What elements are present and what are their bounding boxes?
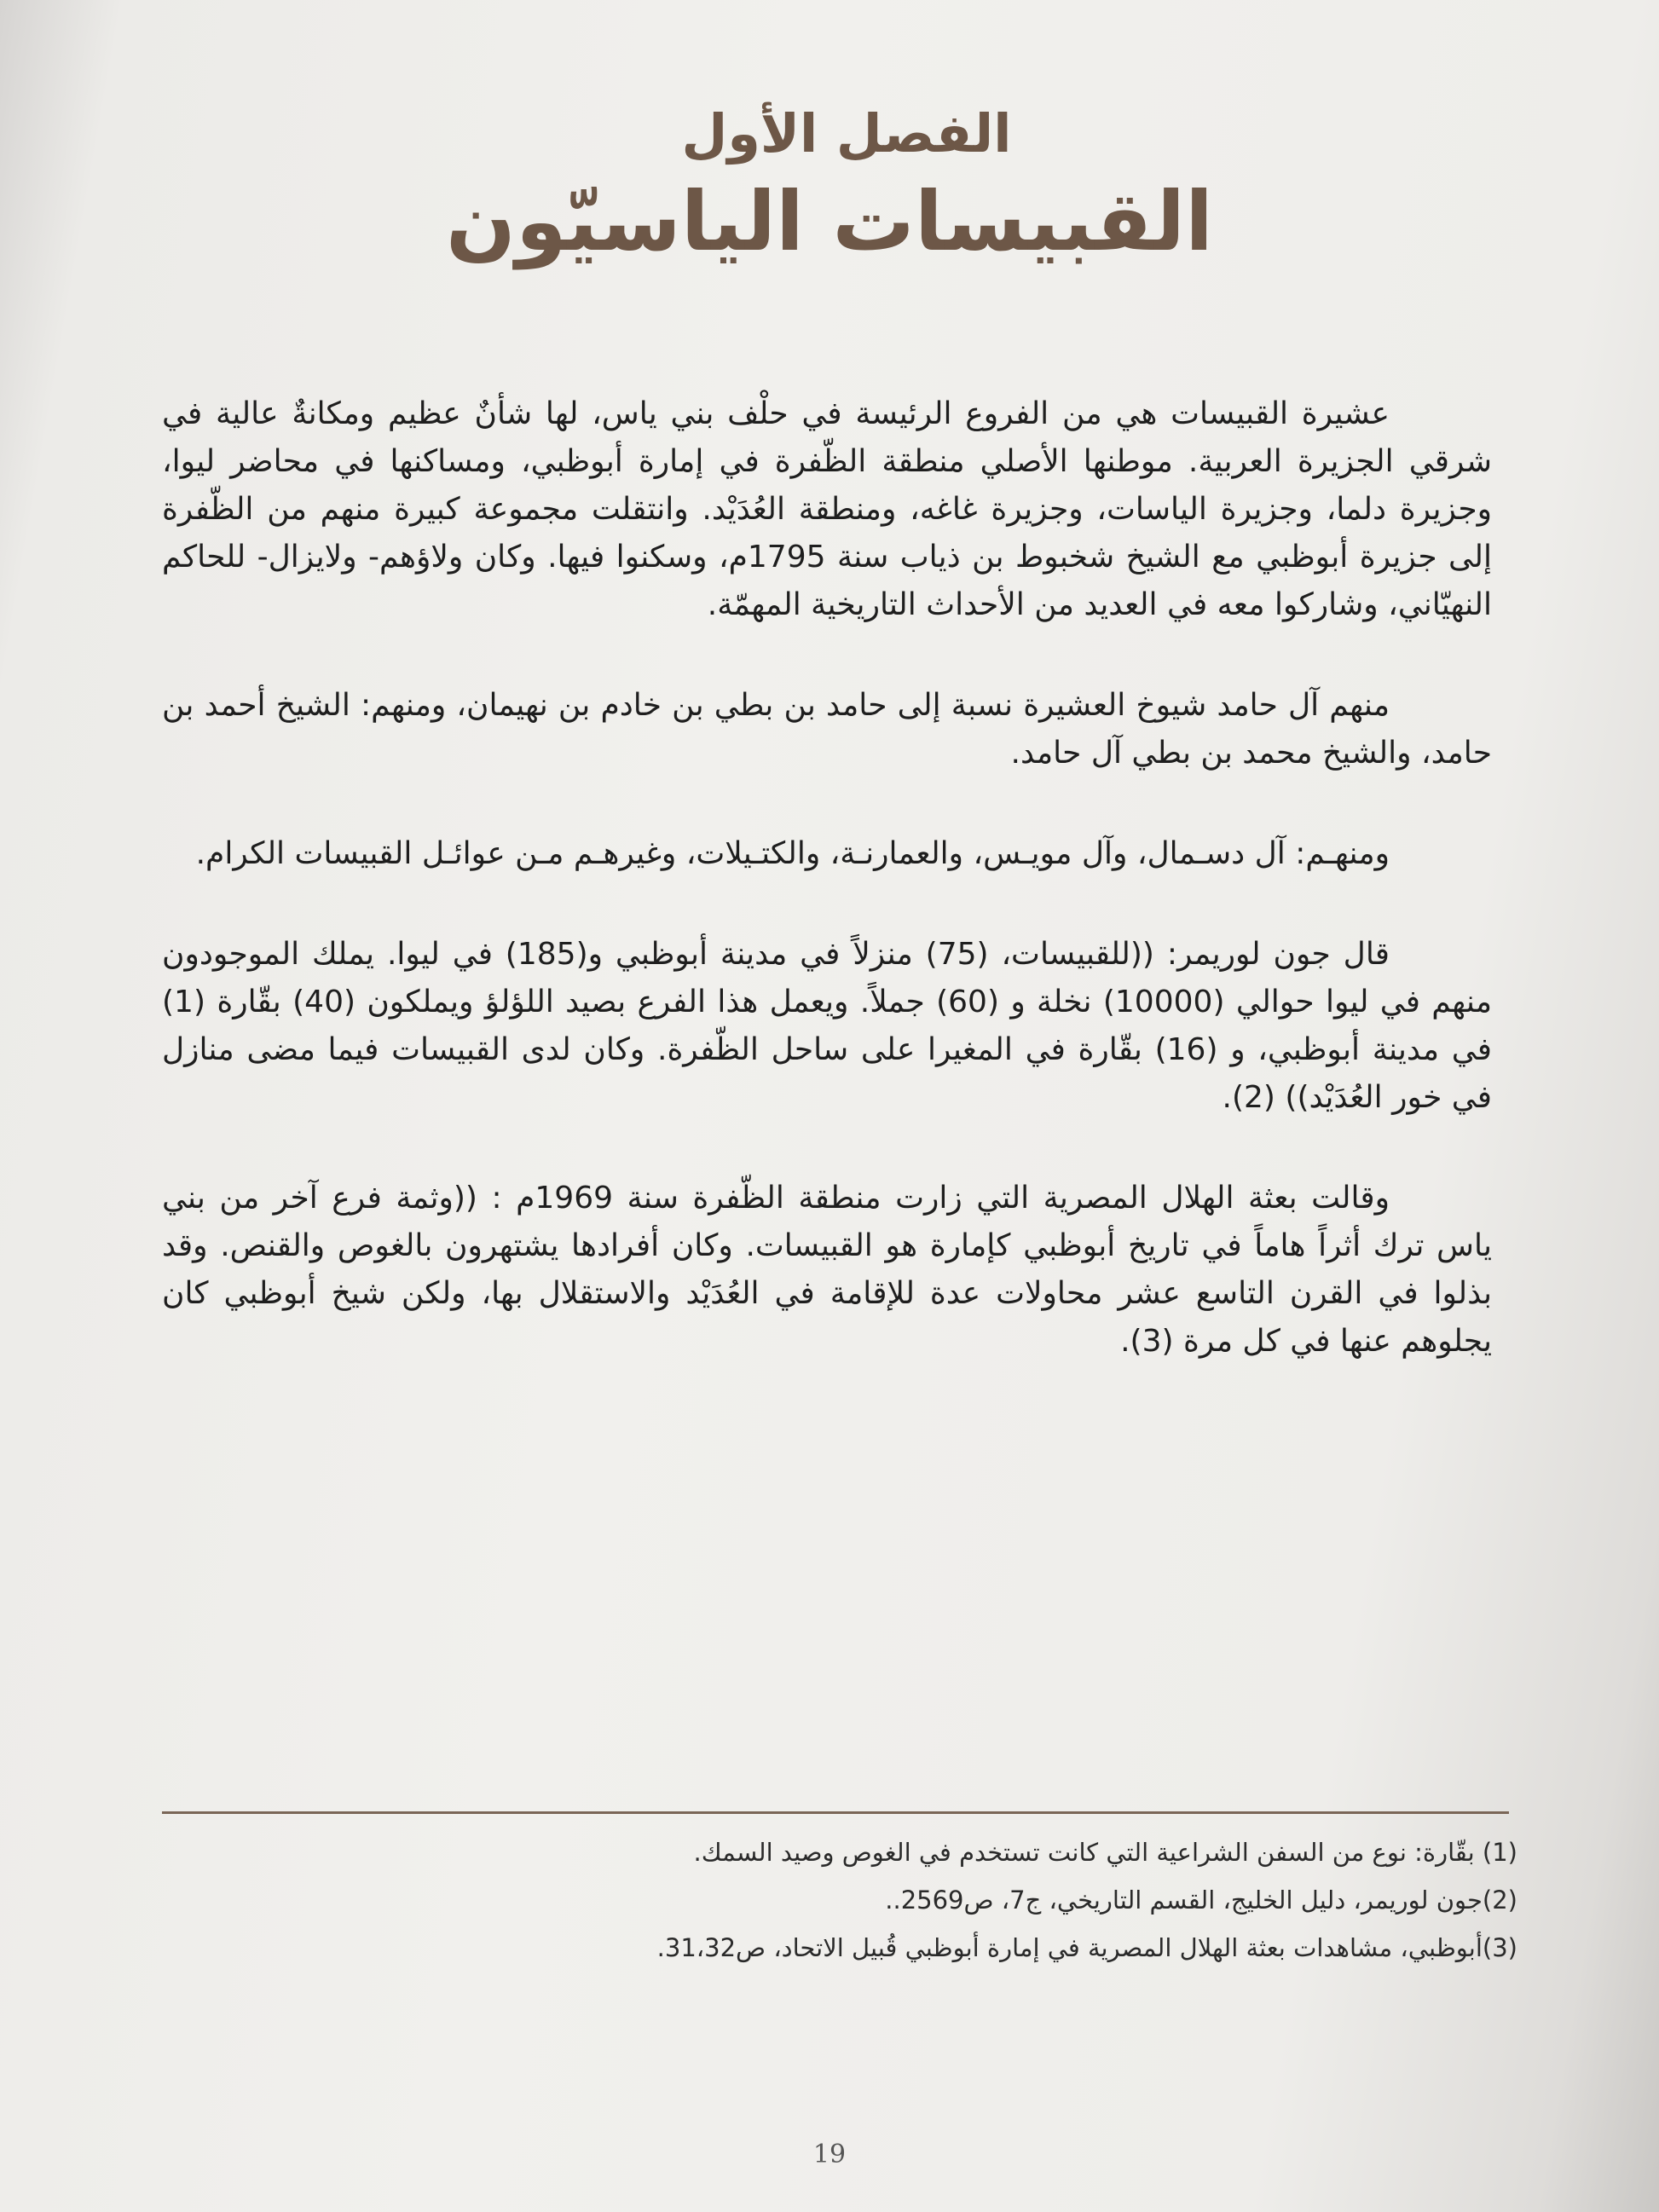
footnotes <box>162 1828 1517 1972</box>
chapter-title: القبيسات الياسيّون <box>446 174 1213 270</box>
paragraph-5: وقالت بعثة الهلال المصرية التي زارت منطقة الظّفرة سنة 1969م : ((وثمة فرع آخر من بني ياس ترك أثراً هاماً في تاريخ أبوظبي كإمارة هو القبيسات. وكان أفرادها يشتهرون بالغوص والقنص. وقد بذلوا في القرن التاسع عشر محاولات عدة للإقامة في العُدَيْد والاستقلال بها، ولكن شيخ أبوظبي كان يجلوهم عنها في كل مرة (3). <box>162 1181 1492 1359</box>
paragraph-1: عشيرة القبيسات هي من الفروع الرئيسة في حلْف بني ياس، لها شأنٌ عظيم ومكانةٌ عالية في شرقي الجزيرة العربية. موطنها الأصلي منطقة الظّفرة في إمارة أبوظبي، ومساكنها في محاضر ليوا، وجزيرة دلما، وجزيرة الياسات، وجزيرة غاغه، ومنطقة العُدَيْد. وانتقلت مجموعة كبيرة منهم من الظّفرة إلى جزيرة أبوظبي مع الشيخ شخبوط بن ذياب سنة 1795م، وسكنوا فيها. وكان ولاؤهم- ولايزال- للحاكم النهيّاني، وشاركوا معه في العديد من الأحداث التاريخية المهمّة. <box>162 396 1492 622</box>
footnote-2: (2)جون لوريمر، دليل الخليج، القسم التاريخي، ج7، ص2569.. <box>885 1886 1517 1915</box>
paragraph-2: منهم آل حامد شيوخ العشيرة نسبة إلى حامد بن بطي بن خادم بن نهيمان، ومنهم: الشيخ أحمد بن حامد، والشيخ محمد بن بطي آل حامد. <box>162 688 1492 771</box>
chapter-label: الفصل الأول <box>681 102 1012 165</box>
paragraph-4: قال جون لوريمر: ((للقبيسات، (75) منزلاً في مدينة أبوظبي و(185) في ليوا. يملك الموجودون منهم في ليوا حوالي (10000) نخلة و (60) جملاً. ويعمل هذا الفرع بصيد اللؤلؤ ويملكون (40) بقّارة (1) في مدينة أبوظبي، و (16) بقّارة في المغيرا على ساحل الظّفرة. وكان لدى القبيسات فيما مضى منازل في خور العُدَيْد)) (2). <box>162 937 1493 1115</box>
footnote-divider <box>162 1811 1509 1814</box>
page-number: 19 <box>812 2140 847 2169</box>
footnote-3: (3)أبوظبي، مشاهدات بعثة الهلال المصرية في إمارة أبوظبي قُبيل الاتحاد، ص31،32. <box>656 1933 1517 1962</box>
footnote-1: (1) بقّارة: نوع من السفن الشراعية التي كانت تستخدم في الغوص وصيد السمك. <box>693 1838 1517 1867</box>
body-text <box>162 390 1492 1418</box>
paragraph-3: ومنهـم: آل دسـمال، وآل مويـس، والعمارنـة، والكتـيلات، وغيرهـم مـن عوائـل القبيسات الكرام. <box>195 836 1390 871</box>
chapter-header <box>0 102 1659 273</box>
